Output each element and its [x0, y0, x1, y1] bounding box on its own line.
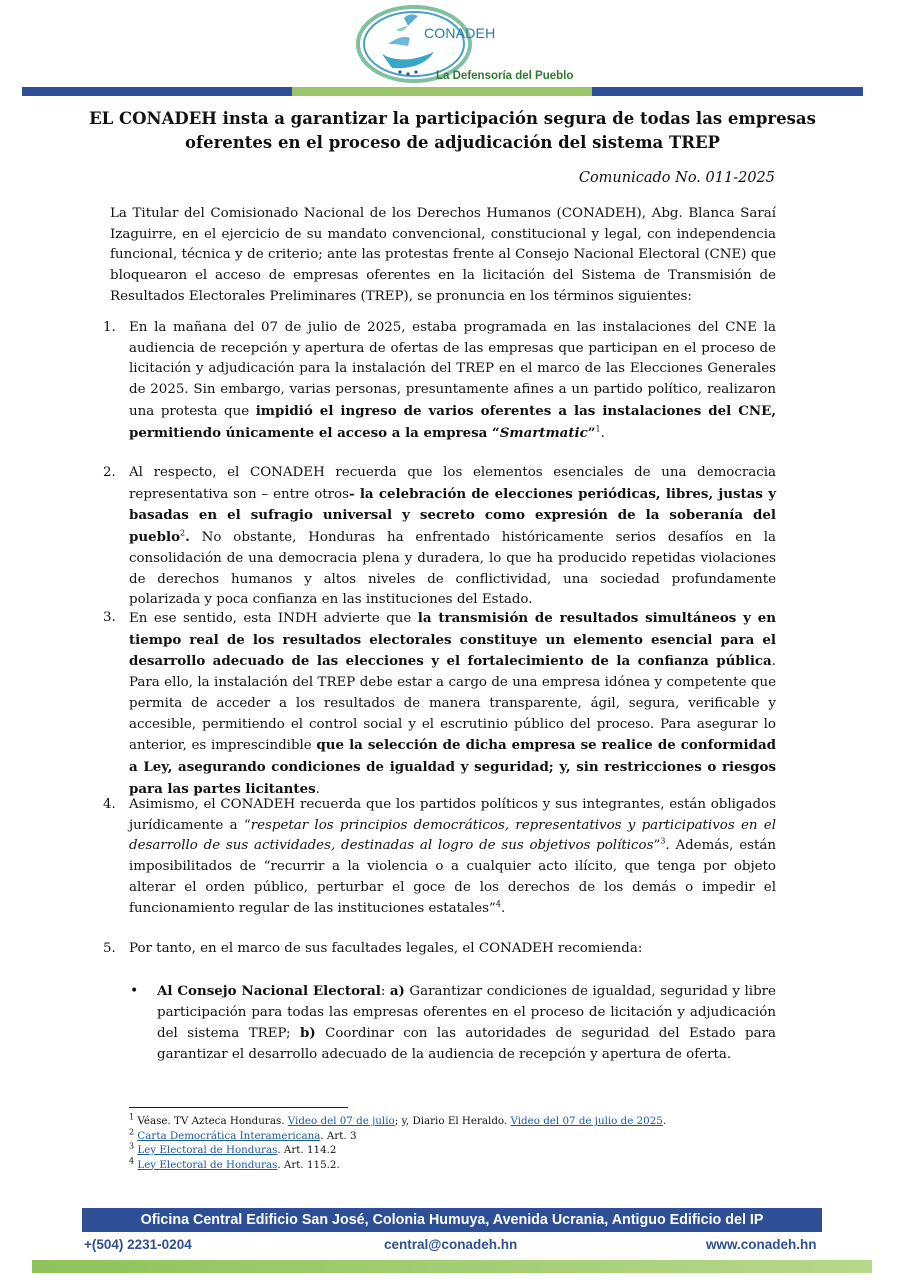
- footer-color-bar: [32, 1260, 872, 1273]
- fn-number: 1: [129, 1112, 135, 1122]
- footnote-1: [129, 1114, 666, 1129]
- footnote-link[interactable]: Ley Electoral de Honduras: [137, 1158, 278, 1171]
- p1-end: .: [600, 425, 605, 441]
- footnote-divider: [129, 1107, 348, 1108]
- footer-address: Oficina Central Edificio San José, Colonia Humuya, Avenida Ucrania, Antiguo Edificio del IP: [82, 1208, 822, 1232]
- p2-text: Al respecto, el CONADEH recuerda que los elementos esenciales de una democracia representativa son – entre otros: [129, 465, 776, 502]
- paragraph-4: [129, 795, 776, 919]
- footnote-2: [129, 1129, 666, 1144]
- footnote-ref-4[interactable]: 4: [495, 899, 501, 909]
- footnote-4: [129, 1158, 666, 1173]
- footer-phone[interactable]: +(504) 2231-0204: [84, 1237, 192, 1252]
- footnote-link[interactable]: Video del 07 de julio: [287, 1115, 395, 1127]
- item-number-1: 1.: [103, 320, 116, 335]
- footnote-ref-3[interactable]: 3: [660, 836, 666, 846]
- paragraph-3: [129, 608, 776, 800]
- paragraph-1: [129, 318, 776, 444]
- p1-bold-end: ”: [587, 424, 596, 441]
- fn-text: . Art. 3: [320, 1129, 357, 1142]
- p4-text-2: ”: [653, 838, 661, 854]
- intro-paragraph: La Titular del Comisionado Nacional de los Derechos Humanos (CONADEH), Abg. Blanca Saraí Izaguirre, en el ejercicio de su mandato convencional, constitucional y legal, con independencia funcional, técnica y de criterio; ante las protestas frente al Consejo Nacional Electoral (CNE) que bloquearon el acceso de empresas oferentes en la licitación del Sistema de Transmisión de Resultados Electorales Preliminares (TREP), se pronuncia en los términos siguientes:: [110, 206, 776, 304]
- item-number-2: 2.: [103, 465, 116, 480]
- p3-text: En ese sentido, esta INDH advierte que: [129, 611, 418, 626]
- p3-text-2: . Para ello, la instalación del TREP debe estar a cargo de una empresa idónea y competente que permita de acceder a los resultados de manera transparente, ágil, segura, verificable y accesible, permitiendo el control social y el escrutinio público del proceso. Para asegurar lo anterior, es imprescindible: [129, 654, 776, 754]
- p4-italic: respetar los principios democráticos, representativos y participativos en el desarrollo de sus actividades, destinadas al logro de sus objetivos políticos: [129, 817, 776, 854]
- bullet-bold-1: Al Consejo Nacional Electoral: [157, 983, 381, 999]
- bullet-text-1: :: [380, 984, 390, 999]
- footnote-ref-2[interactable]: 2: [180, 528, 186, 538]
- fn-text: Véase. TV Azteca Honduras.: [134, 1115, 288, 1127]
- logo-name: CONADEH: [424, 25, 496, 41]
- footnote-link[interactable]: Ley Electoral de Honduras: [137, 1144, 278, 1156]
- fn-text: ; y, Diario El Heraldo.: [394, 1115, 511, 1127]
- title-line-1: EL CONADEH insta a garantizar la participación segura de todas las empresas: [89, 109, 816, 128]
- bullet-text-3: Coordinar con las autoridades de seguridad del Estado para garantizar el desarrollo adecuado de la audiencia de recepción y apertura de oferta.: [157, 1026, 776, 1063]
- footnote-link[interactable]: Video del 07 de julio de 2025: [510, 1115, 663, 1127]
- fn-number: 3: [129, 1141, 135, 1151]
- p4-end: .: [501, 900, 506, 916]
- logo-subtitle: La Defensoría del Pueblo: [436, 70, 574, 82]
- p3-bold-1: la transmisión de resultados simultáneos y en tiempo real de los resultados electorales constituye un elemento esencial para el desarrollo adecuado de las elecciones y el fortalecimiento de la confianza pública: [129, 610, 776, 670]
- footnotes: [129, 1114, 666, 1172]
- p1-bold-italic: Smartmatic: [499, 424, 588, 441]
- p4-text: Asimismo, el CONADEH recuerda que los partidos políticos y sus integrantes, están obligados jurídicamente a “: [129, 797, 776, 833]
- p2-bold: - la celebración de elecciones periódicas, libres, justas y basadas en el sufragio universal y secreto como expresión de la soberanía del pueblo: [129, 485, 776, 546]
- p3-bold-2: que la selección de dicha empresa se realice de conformidad a Ley, asegurando condiciones de igualdad y seguridad; y, sin restricciones o riesgos para las partes licitantes: [129, 737, 776, 797]
- fn-text: .: [662, 1115, 667, 1127]
- footer-email[interactable]: central@conadeh.hn: [384, 1237, 518, 1252]
- fn-text: . Art. 115.2.: [277, 1158, 340, 1171]
- p4-text-3: . Además, están imposibilitados de “recurrir a la violencia o a cualquier acto ilícito, que tenga por objeto alterar el orden público, perturbar el goce de los derechos de los demás o impedir el funcionamiento regular de las instituciones estatales”: [129, 838, 776, 916]
- recommendation-bullet: [157, 981, 776, 1066]
- item-number-4: 4.: [103, 797, 116, 812]
- footer-website[interactable]: www.conadeh.hn: [706, 1237, 817, 1252]
- p2-text-2: No obstante, Honduras ha enfrentado históricamente serios desafíos en la consolidación de una democracia plena y duradera, lo que ha producido repetidas violaciones de derechos humanos y altos niveles de conflictividad, una sociedad profundamente polarizada y poca confianza en las instituciones del Estado.: [129, 530, 776, 608]
- footnote-link[interactable]: Carta Democrática Interamericana: [137, 1129, 321, 1142]
- title-line-2: oferentes en el proceso de adjudicación del sistema TREP: [185, 133, 720, 152]
- communique-number: Comunicado No. 011-2025: [578, 170, 775, 186]
- bullet-marker: •: [130, 983, 139, 999]
- fn-text: . Art. 114.2: [277, 1144, 337, 1156]
- p1-text: En la mañana del 07 de julio de 2025, estaba programada en las instalaciones del CNE la audiencia de recepción y apertura de ofertas de las empresas que participan en el proceso de licitación y adjudicación para la instalación del TREP en el marco de las Elecciones Generales de 2025. Sin embargo, varias personas, presuntamente afines a un partido político, realizaron una protesta que: [129, 320, 776, 419]
- paragraph-5: Por tanto, en el marco de sus facultades legales, el CONADEH recomienda:: [129, 941, 643, 956]
- header-color-bar: [22, 87, 863, 96]
- p3-end: .: [315, 781, 320, 797]
- p2-bold-end: .: [185, 529, 190, 546]
- bullet-bold-2: a): [389, 983, 405, 999]
- p1-bold: impidió el ingreso de varios oferentes a las instalaciones del CNE, permitiendo únicamente el acceso a la empresa “: [129, 402, 776, 441]
- footnote-ref-1[interactable]: 1: [595, 424, 601, 434]
- paragraph-2: [129, 463, 776, 611]
- bullet-bold-3: b): [299, 1025, 316, 1042]
- footnote-3: [129, 1143, 666, 1158]
- item-number-3: 3.: [103, 610, 116, 625]
- bullet-text-2: Garantizar condiciones de igualdad, seguridad y libre participación para todas las empresas oferentes en el proceso de licitación y adjudicación del sistema TREP;: [157, 984, 776, 1042]
- page-title: [60, 107, 845, 155]
- item-number-5: 5.: [103, 941, 116, 956]
- fn-number: 2: [129, 1127, 135, 1137]
- fn-number: 4: [129, 1156, 135, 1166]
